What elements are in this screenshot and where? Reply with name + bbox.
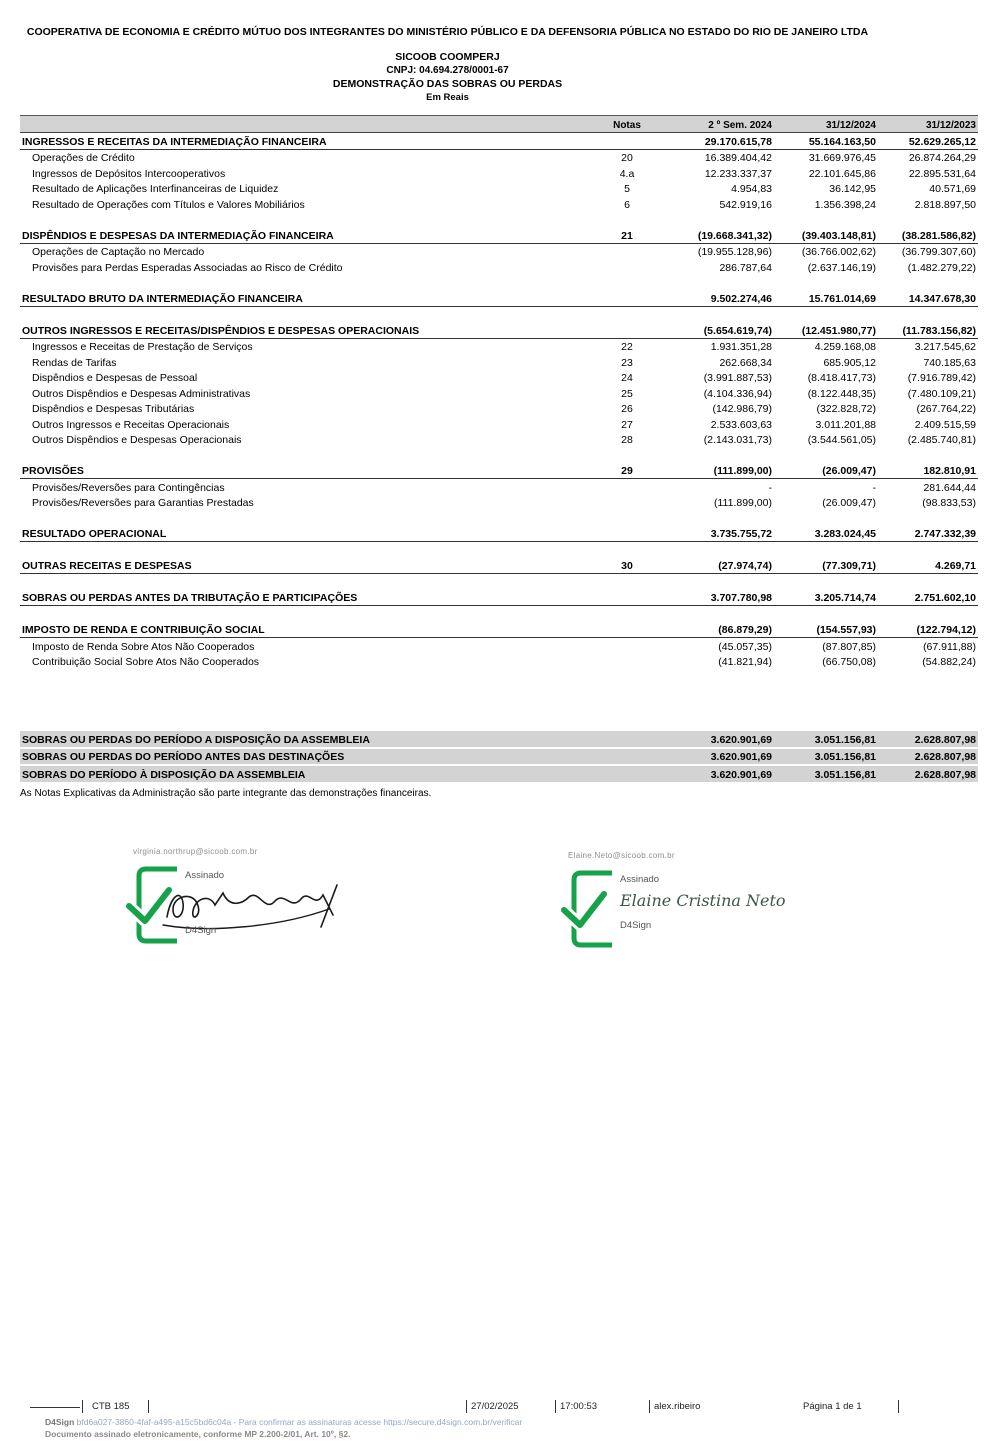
- row-value-sem2024: (19.955.128,96): [697, 246, 772, 258]
- table-header-row: [20, 116, 978, 133]
- row-value-2023: (2.485.740,81): [907, 434, 976, 446]
- row-value-2023: (122.794,12): [878, 622, 978, 638]
- row-value-sem2024: 286.787,64: [719, 261, 772, 274]
- header-label-col: [20, 116, 598, 133]
- row-label: SOBRAS OU PERDAS DO PERÍODO A DISPOSIÇÃO DA ASSEMBLEIA: [20, 731, 598, 748]
- row-nota: [598, 495, 656, 511]
- signer-email: Elaine.Neto@sicoob.com.br: [568, 851, 675, 860]
- row-value-2024: 685.905,12: [823, 356, 876, 369]
- row-nota: [598, 243, 656, 259]
- footer-user: alex.ribeiro: [654, 1401, 701, 1412]
- row-value-2023: (7.480.109,21): [907, 387, 976, 400]
- row-label: Resultado de Operações com Títulos e Valores Mobiliários: [32, 198, 305, 211]
- row-label: Resultado de Aplicações Interfinanceiras de Liquidez: [32, 183, 279, 195]
- row-value-2024: 3.051.156,81: [774, 748, 878, 766]
- row-value-sem2024: (45.057,35): [718, 640, 772, 653]
- row-value-sem2024: (2.143.031,73): [703, 434, 772, 446]
- row-label: IMPOSTO DE RENDA E CONTRIBUIÇÃO SOCIAL: [20, 622, 598, 638]
- row-value-sem2024: (27.974,74): [656, 558, 774, 574]
- row-label: OUTRAS RECEITAS E DESPESAS: [20, 558, 598, 574]
- row-value-2023: (67.911,88): [923, 640, 976, 653]
- table-row: [20, 181, 978, 197]
- row-value-sem2024: 1.931.351,28: [710, 341, 772, 353]
- d4sign-verification-line: [45, 1417, 1000, 1427]
- table-row: [20, 227, 978, 243]
- table-spacer-row: [20, 669, 978, 685]
- row-value-2023: (36.799.307,60): [901, 246, 976, 258]
- row-nota: [598, 133, 656, 150]
- table-row: [20, 638, 978, 654]
- row-value-sem2024: (4.104.336,94): [703, 387, 772, 400]
- row-nota: [598, 731, 656, 748]
- row-value-sem2024: 3.620.901,69: [656, 765, 774, 783]
- row-value-2023: 281.644,44: [923, 481, 976, 494]
- row-value-2024: 15.761.014,69: [774, 290, 878, 306]
- table-row: [20, 479, 978, 495]
- row-value-2023: (7.916.789,42): [907, 372, 976, 384]
- org-name: SICOOB COOMPERJ: [395, 51, 500, 63]
- row-value-sem2024: 262.668,34: [719, 356, 772, 369]
- row-value-2023: (267.764,22): [916, 403, 976, 415]
- table-row: [20, 558, 978, 574]
- row-label: Outros Dispêndios e Despesas Operacionais: [32, 434, 242, 446]
- table-spacer-row: [20, 700, 978, 716]
- row-value-2023: 2.628.807,98: [878, 731, 978, 748]
- spacer-cell: [20, 606, 978, 622]
- spacer-cell: [20, 212, 978, 228]
- row-nota: [598, 654, 656, 670]
- row-value-2024: (26.009,47): [774, 463, 878, 479]
- row-label: Provisões/Reversões para Garantias Prestadas: [32, 497, 254, 509]
- row-value-2024: (322.828,72): [816, 403, 876, 415]
- spacer-cell: [20, 669, 978, 685]
- row-value-2024: 3.011.201,88: [815, 418, 876, 431]
- row-value-sem2024: 9.502.274,46: [656, 290, 774, 306]
- row-value-2023: 52.629.265,12: [878, 133, 978, 150]
- table-row: [20, 385, 978, 401]
- row-nota: 26: [621, 403, 633, 415]
- table-spacer-row: [20, 447, 978, 463]
- footer-tick: [148, 1400, 149, 1413]
- cnpj: CNPJ: 04.694.278/0001-67: [386, 65, 509, 76]
- row-label: SOBRAS DO PERÍODO À DISPOSIÇÃO DA ASSEMBLEIA: [20, 765, 598, 783]
- footer-page-number: Página 1 de 1: [803, 1401, 862, 1412]
- spacer-cell: [20, 306, 978, 322]
- row-value-sem2024: (111.899,00): [656, 463, 774, 479]
- row-value-2023: 4.269,71: [878, 558, 978, 574]
- row-nota: [598, 479, 656, 495]
- row-label: RESULTADO OPERACIONAL: [20, 526, 598, 542]
- row-nota: [598, 526, 656, 542]
- row-value-sem2024: (5.654.619,74): [656, 322, 774, 338]
- explanatory-footnote: As Notas Explicativas da Administração são parte integrante das demonstrações financeiras.: [20, 787, 432, 799]
- row-value-sem2024: 542.919,16: [719, 198, 772, 211]
- row-nota: [598, 259, 656, 275]
- row-label: OUTROS INGRESSOS E RECEITAS/DISPÊNDIOS E DESPESAS OPERACIONAIS: [20, 322, 598, 338]
- row-value-2024: (36.766.002,62): [801, 246, 876, 258]
- table-row: [20, 196, 978, 212]
- row-value-sem2024: 12.233.337,37: [704, 167, 772, 180]
- footer-tick: [898, 1400, 899, 1413]
- row-value-2024: 22.101.645,86: [808, 167, 876, 180]
- row-value-2024: 36.142,95: [829, 183, 876, 195]
- row-value-2023: 2.409.515,59: [914, 418, 976, 431]
- row-label: Outros Dispêndios e Despesas Administrativas: [32, 387, 251, 400]
- currency-note: Em Reais: [426, 92, 469, 103]
- row-value-2023: 2.818.897,50: [914, 198, 976, 211]
- row-value-2024: -: [872, 481, 876, 494]
- row-value-sem2024: (86.879,29): [656, 622, 774, 638]
- row-value-2024: 31.669.976,45: [808, 152, 876, 164]
- table-spacer-row: [20, 275, 978, 291]
- row-value-sem2024: 3.735.755,72: [656, 526, 774, 542]
- row-value-sem2024: (3.991.887,53): [703, 372, 772, 384]
- row-value-2024: 3.205.714,74: [774, 590, 878, 606]
- table-row: [20, 731, 978, 748]
- row-label: Imposto de Renda Sobre Atos Não Cooperados: [32, 640, 255, 653]
- row-nota: [598, 290, 656, 306]
- table-row: [20, 622, 978, 638]
- row-nota: 21: [598, 227, 656, 243]
- row-nota: 4.a: [619, 167, 635, 180]
- row-value-sem2024: 3.620.901,69: [656, 731, 774, 748]
- row-value-2024: (66.750,08): [822, 656, 876, 668]
- table-spacer-row: [20, 212, 978, 228]
- row-value-2024: (8.418.417,73): [807, 372, 876, 384]
- row-value-2023: 40.571,69: [929, 183, 976, 195]
- spacer-cell: [20, 574, 978, 590]
- row-value-2024: (26.009,47): [822, 497, 876, 509]
- table-row: [20, 495, 978, 511]
- d4sign-footer-brand: D4Sign: [45, 1417, 75, 1427]
- table-row: [20, 338, 978, 354]
- row-value-2024: 4.259.168,08: [814, 341, 876, 353]
- row-value-2024: (12.451.980,77): [774, 322, 878, 338]
- row-nota: 23: [621, 356, 633, 369]
- signature-left: [133, 847, 363, 951]
- row-value-sem2024: 29.170.615,78: [656, 133, 774, 150]
- table-spacer-row: [20, 542, 978, 558]
- row-nota: 27: [621, 418, 633, 431]
- table-spacer-row: [20, 574, 978, 590]
- signature-status: Assinado: [620, 874, 660, 885]
- spacer-cell: [20, 447, 978, 463]
- row-value-sem2024: 3.707.780,98: [656, 590, 774, 606]
- statement-title: DEMONSTRAÇÃO DAS SOBRAS OU PERDAS: [332, 78, 563, 90]
- row-value-2023: 22.895.531,64: [908, 167, 976, 180]
- table-row: [20, 354, 978, 370]
- row-value-2023: 14.347.678,30: [878, 290, 978, 306]
- financial-table: [20, 115, 978, 784]
- row-nota: 24: [621, 372, 633, 384]
- row-label: Rendas de Tarifas: [32, 356, 117, 369]
- footer-tick: [82, 1400, 83, 1413]
- row-value-2024: 3.051.156,81: [774, 731, 878, 748]
- row-value-2023: 740.185,63: [923, 356, 976, 369]
- table-row: [20, 401, 978, 417]
- header-notas: Notas: [598, 116, 656, 133]
- spacer-cell: [20, 510, 978, 526]
- row-value-2024: 55.164.163,50: [774, 133, 878, 150]
- row-label: INGRESSOS E RECEITAS DA INTERMEDIAÇÃO FINANCEIRA: [20, 133, 598, 150]
- row-value-2024: 1.356.398,24: [814, 198, 876, 211]
- footer-field-ctb: CTB 185: [92, 1401, 130, 1412]
- spacer-cell: [20, 700, 978, 716]
- spacer-cell: [20, 275, 978, 291]
- row-nota: 25: [621, 387, 633, 400]
- table-row: [20, 290, 978, 306]
- row-nota: [598, 765, 656, 783]
- table-row: [20, 463, 978, 479]
- row-value-sem2024: 2.533.603,63: [710, 418, 772, 431]
- row-nota: [598, 322, 656, 338]
- row-value-2023: (1.482.279,22): [907, 261, 976, 274]
- row-value-sem2024: (142.986,79): [712, 403, 772, 415]
- header-period-2023: 31/12/2023: [878, 116, 978, 133]
- table-spacer-row: [20, 606, 978, 622]
- row-label: Contribuição Social Sobre Atos Não Cooperados: [32, 656, 260, 668]
- document-header: [0, 0, 895, 103]
- table-row: [20, 416, 978, 432]
- row-nota: 29: [598, 463, 656, 479]
- spacer-cell: [20, 542, 978, 558]
- footer-tick: [649, 1400, 650, 1413]
- d4sign-brand-label: D4Sign: [620, 920, 652, 931]
- row-value-2024: (87.807,85): [822, 640, 876, 653]
- row-value-2023: 2.628.807,98: [878, 765, 978, 783]
- row-value-2023: (54.882,24): [922, 656, 976, 668]
- row-nota: [598, 748, 656, 766]
- table-spacer-row: [20, 716, 978, 732]
- row-value-sem2024: 3.620.901,69: [656, 748, 774, 766]
- row-nota: 22: [621, 341, 633, 353]
- row-label: Provisões/Reversões para Contingências: [32, 481, 225, 494]
- row-value-2023: 2.628.807,98: [878, 748, 978, 766]
- table-row: [20, 590, 978, 606]
- spacer-cell: [20, 716, 978, 732]
- table-row: [20, 322, 978, 338]
- legal-line: Documento assinado eletronicamente, conforme MP 2.200-2/01, Art. 10º, §2.: [45, 1429, 351, 1439]
- table-row: [20, 149, 978, 165]
- table-spacer-row: [20, 306, 978, 322]
- page-footer: [0, 1399, 1000, 1439]
- row-nota: 28: [621, 434, 633, 446]
- table-row: [20, 370, 978, 386]
- d4sign-brand-label: D4Sign: [185, 925, 217, 936]
- row-label: Dispêndios e Despesas de Pessoal: [32, 372, 198, 384]
- row-value-2024: 3.051.156,81: [774, 765, 878, 783]
- row-nota: [598, 590, 656, 606]
- row-value-2023: 2.751.602,10: [878, 590, 978, 606]
- footer-form-line: [0, 1399, 1000, 1414]
- row-value-2023: (38.281.586,82): [878, 227, 978, 243]
- row-value-2023: 2.747.332,39: [878, 526, 978, 542]
- d4sign-verification-text: bfd6a027-3860-4faf-a495-a15c5bd6c04a - Para confirmar as assinaturas acesse https://secure.d4sign.com.br/verificar: [76, 1417, 523, 1427]
- table-spacer-row: [20, 685, 978, 701]
- footer-tick: [466, 1400, 467, 1413]
- spacer-cell: [20, 685, 978, 701]
- row-nota: [598, 622, 656, 638]
- row-nota: [598, 638, 656, 654]
- table-row: [20, 654, 978, 670]
- row-label: Provisões para Perdas Esperadas Associadas ao Risco de Crédito: [32, 261, 343, 274]
- footer-date: 27/02/2025: [471, 1401, 519, 1412]
- row-value-sem2024: (41.821,94): [718, 656, 772, 668]
- d4sign-bracket-icon: [568, 868, 616, 955]
- row-value-2024: (77.309,71): [774, 558, 878, 574]
- row-value-2024: (39.403.148,81): [774, 227, 878, 243]
- row-label: Operações de Crédito: [32, 152, 135, 164]
- row-label: Dispêndios e Despesas Tributárias: [32, 403, 195, 415]
- row-value-sem2024: -: [768, 481, 772, 494]
- row-label: Outros Ingressos e Receitas Operacionais: [32, 418, 230, 431]
- footer-time: 17:00:53: [560, 1401, 597, 1412]
- header-period-2024: 31/12/2024: [774, 116, 878, 133]
- row-nota: 6: [624, 198, 630, 211]
- table-row: [20, 133, 978, 150]
- table-row: [20, 748, 978, 766]
- signer-email: virginia.northrup@sicoob.com.br: [133, 847, 258, 856]
- row-label: SOBRAS OU PERDAS DO PERÍODO ANTES DAS DESTINAÇÕES: [20, 748, 598, 766]
- row-value-2023: 26.874.264,29: [908, 152, 976, 164]
- footer-rule: [30, 1407, 80, 1408]
- row-value-2023: 3.217.545,62: [914, 341, 976, 353]
- row-value-2023: (98.833,53): [922, 497, 976, 509]
- signature-right: [568, 851, 818, 955]
- row-value-2023: (11.783.156,82): [878, 322, 978, 338]
- signer-name: Elaine Cristina Neto: [620, 891, 786, 910]
- table-body: [20, 133, 978, 783]
- row-value-2024: 3.283.024,45: [774, 526, 878, 542]
- row-label: Ingressos de Depósitos Intercooperativos: [32, 167, 226, 180]
- header-period-sem2024: 2 º Sem. 2024: [656, 116, 774, 133]
- row-value-sem2024: 16.389.404,42: [704, 152, 772, 164]
- row-label: Operações de Captação no Mercado: [32, 246, 205, 258]
- row-value-sem2024: (111.899,00): [714, 497, 772, 509]
- row-label: SOBRAS OU PERDAS ANTES DA TRIBUTAÇÃO E PARTICIPAÇÕES: [20, 590, 598, 606]
- row-value-sem2024: 4.954,83: [731, 183, 772, 195]
- table-row: [20, 526, 978, 542]
- row-label: RESULTADO BRUTO DA INTERMEDIAÇÃO FINANCEIRA: [20, 290, 598, 306]
- row-nota: 30: [598, 558, 656, 574]
- footer-tick: [555, 1400, 556, 1413]
- row-value-2024: (3.544.561,05): [807, 434, 876, 446]
- row-nota: 20: [621, 152, 633, 164]
- row-label: PROVISÕES: [20, 463, 598, 479]
- table-row: [20, 165, 978, 181]
- row-label: Ingressos e Receitas de Prestação de Serviços: [32, 341, 253, 353]
- row-value-2024: (8.122.448,35): [807, 387, 876, 400]
- row-nota: 5: [624, 183, 630, 195]
- table-row: [20, 243, 978, 259]
- company-title: COOPERATIVA DE ECONOMIA E CRÉDITO MÚTUO DOS INTEGRANTES DO MINISTÉRIO PÚBLICO E DA DEFENSORIA PÚBLICA NO ESTADO DO RIO DE JANEIRO LTDA: [26, 26, 869, 38]
- table-spacer-row: [20, 510, 978, 526]
- table-row: [20, 259, 978, 275]
- table-row: [20, 765, 978, 783]
- row-value-sem2024: (19.668.341,32): [656, 227, 774, 243]
- row-label: DISPÊNDIOS E DESPESAS DA INTERMEDIAÇÃO FINANCEIRA: [20, 227, 598, 243]
- row-value-2024: (154.557,93): [774, 622, 878, 638]
- row-value-2023: 182.810,91: [878, 463, 978, 479]
- signature-status: Assinado: [185, 870, 225, 881]
- table-row: [20, 432, 978, 448]
- row-value-2024: (2.637.146,19): [807, 261, 876, 274]
